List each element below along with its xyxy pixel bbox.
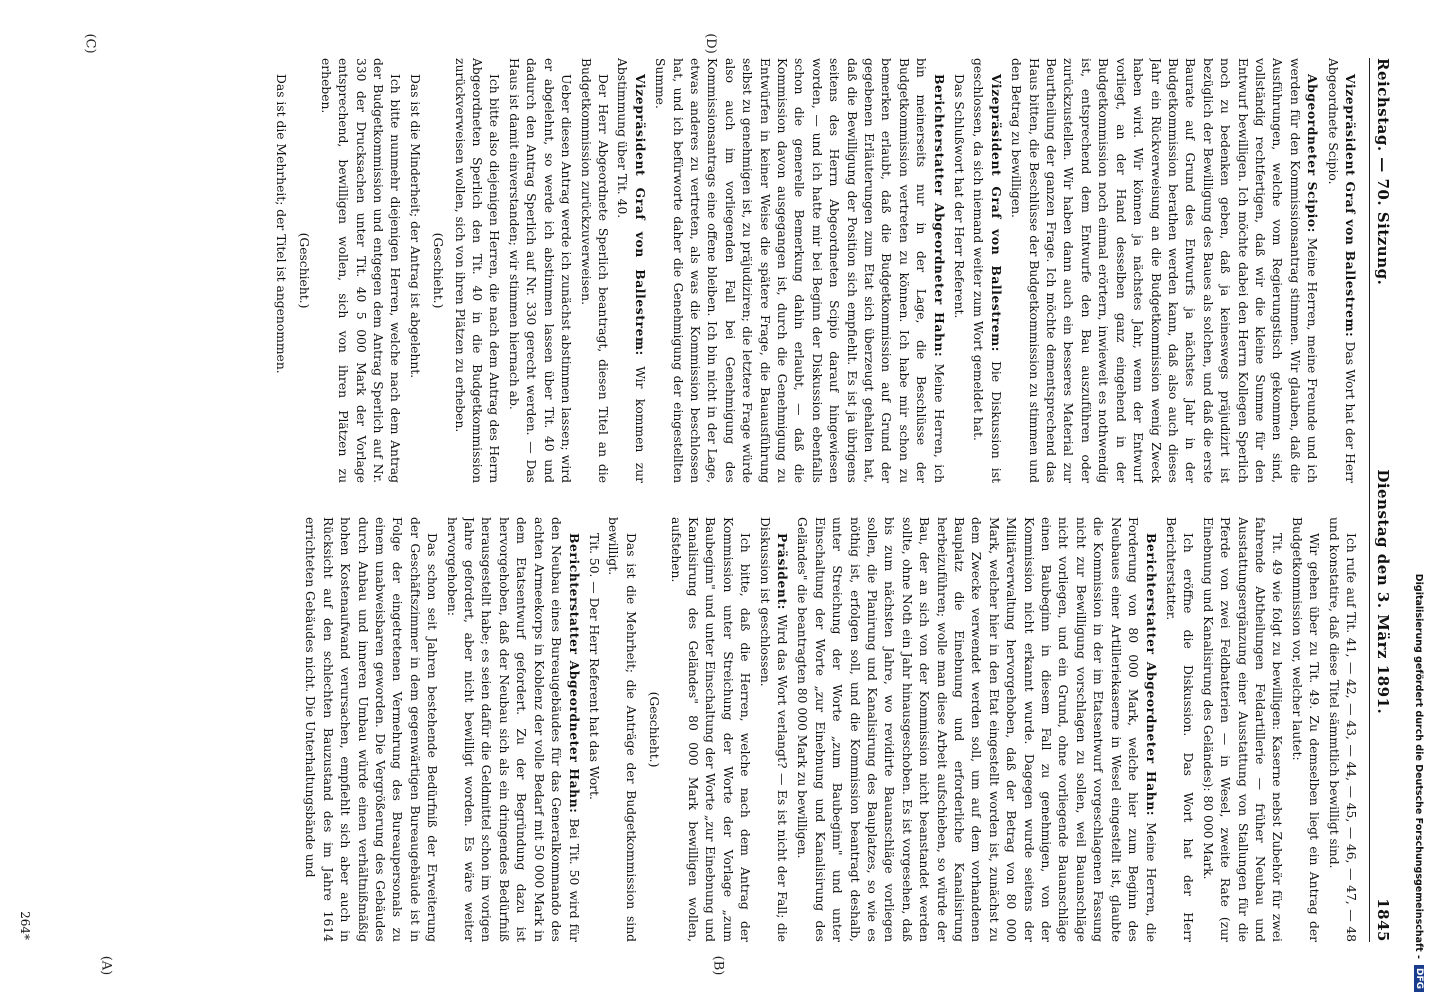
page-footer-signature: 264* <box>18 911 32 940</box>
paragraph <box>651 58 948 483</box>
speaker-name: Berichterstatter Abgeordneter Hahn: <box>1143 533 1159 817</box>
header-left: Reichstag. — 70. Sitzung. <box>1374 58 1392 286</box>
paragraph <box>613 58 649 483</box>
paragraph-text: Meine Herren, meine Freunde und ich werden für den Kommissionsantrag stimmen. Wir glauben, daß die Ausführungen, welche vom Regierungstisch gekommen sind, vollständig rechtfertigen, daß wir die kleine Summe für den Entwurf bewilligen. Ich möchte dabei den Herrn Kollegen Sperlich noch zu bedenken geben, daß ja keineswegs präjudizirt ist bezüglich der Bewilligung des Baues als solchen, und daß die erste Baurate auf Grund des Entwurfs ja nächstes Jahr in der Budgetkommission berathen werden kann, daß also auch dieses Jahr ein Rückverweisung an die Budgetkommission wenig Zweck haben wird. Wir können ja nächstes Jahr, wenn der Entwurf vorliegt, an der Hand desselben ganz eingehend in der Budgetkommission noch einmal erörtern, inwieweit es nothwendig ist, entsprechend dem Entwurfe den Bau auszuführen oder zurückzustellen. Wir haben dann auch ein besseres Material zur Beurtheilung der ganzen Frage. Ich möchte dementsprechend das Haus bitten, die Beschlüsse der Budgetkommission zu stimmen und den Betrag zu bewilligen. <box>1009 58 1320 483</box>
paragraph <box>1324 517 1359 942</box>
paragraph <box>950 58 967 483</box>
margin-mark-c: (C) <box>82 33 98 54</box>
paragraph-text: Ich eröffne die Diskussion. Das Wort hat der Herr Berichterstatter. <box>1163 517 1196 942</box>
paragraph <box>755 517 791 942</box>
paragraph-text: Tit. 49 wie folgt zu bewilligen: Kaserne nebst Zubehör für zwei fahrende Abtheilungen Feldartillerie — früher Neubau und Ausstattungsergänzung einer Ausstattung von Stallungen für die Pferde von zwei Feldbatterien — in Wesel, zweite Rate (zur Einebnung und Kanalisirung des Geländes): 80 000 Mark. <box>1200 517 1285 942</box>
stage-direction: (Geschieht.) <box>431 232 446 309</box>
margin-mark-d: (D) <box>702 33 718 54</box>
paragraph-text: Ich bitte, daß die Herren, welche nach dem Antrag der Kommission unter Streichung der Worte der Vorlage „zum Baubeginn" und unter Einschaltung der Worte „zur Einebnung und Kanalisirung des Geländes" 80 000 Mark bewilligen wollen, aufstehen. <box>668 517 753 942</box>
paragraph <box>442 517 582 942</box>
paragraph-text: Meine Herren, die Forderung von 80 000 Mark, welche hier zum Beginn des Neubaues einer Artilleriekaserne in Wesel eingestellt ist, glaubte die Kommission in der im Etatsentwurf vorgeschlagenen Fassung nicht zur Bewilligung vorschlagen zu sollen, weil Bauanschläge nicht vorliegen, und ein Grund, ohne vorliegende Bauanschläge einen Baubeginn in diesem Fall zu genehmigen, von der Kommission nicht erkannt wurde. Dagegen wurde seitens der Militärverwaltung hervorgehoben, daß der Betrag von 80 000 Mark, welcher hier in den Etat eingestellt worden ist, zunächst zu dem Zwecke verwendet werden soll, um auf dem vorhandenen Bauplatz die Einebnung und erforderliche Kanalisirung herbeizuführen; wolle man diese Arbeit aufschieben, so würde der Bau, der an sich von der Kommission nicht beanstandet werden sollte, ohne Noth ein Jahr hinausgeschoben. Es ist vorgesehen, daß bis zum nächsten Jahre, wo revidirte Bauanschläge vorliegen sollen, die Planirung und Kanalisirung des Bauplatzes, so wie es nöthig ist, erfolgen soll, und die Kommission beantragt deshalb, unter Streichung der Worte „zum Baubeginn" und unter Einschaltung der Worte „zur Einebnung und Kanalisirung des Geländes" die beantragten 80 000 Mark zu bewilligen. <box>795 517 1158 942</box>
margin-mark-b: (B) <box>710 955 726 976</box>
paragraph <box>1287 517 1322 942</box>
sidebar-text: Digitalisierung gefördert durch die Deutsche Forschungsgemeinschaft - <box>1413 573 1425 959</box>
speaker-name: Vizepräsident Graf von Ballestrem: <box>988 74 1004 352</box>
paragraph <box>272 58 289 483</box>
paragraph-text: Ich bitte nunmehr diejenigen Herren, welche nach dem Antrag der Budgetkommission und entgegen dem Antrag Sperlich auf Nr. 330 der Drucksachen unter Tit. 40 5 000 Mark der Vorlage entsprechend, bewilligen wollen, sich von ihren Plätzen zu erheben. <box>318 58 403 483</box>
paragraph-text: Meine Herren, ich bin meinerseits nur in der Lage, die Beschlüsse der Budgetkommission vertreten zu können. Ich habe mir schon zu bemerken erlaubt, daß die Budgetkommission auf Grund der gegebenen Erläuterungen zum Etat sich überzeugt gehalten hat, daß die Bewilligung der Position sich empfiehlt. Es ist ja übrigens seitens des Herrn Abgeordneten Scipio darauf hingewiesen worden, — und ich hatte mir bei Beginn der Diskussion ebenfalls schon die generelle Bemerkung dahin erlaubt, — daß die Kommission davon ausgegangen ist, durch die Genehmigung zu Entwürfen in keiner Weise die spätere Frage, die Bauausführung selbst zu genehmigen ist, zu präjudiziren; die letztere Frage würde also auch im vorliegenden Fall bei Genehmigung des Kommissionsantrags eine offene bleiben. Ich bin nicht in der Lage, etwas anderes zu vertreten, als was die Kommission beschlossen hat, und ich befürworte daher die Genehmigung der eingestellten Summe. <box>653 58 946 483</box>
paragraph <box>1198 517 1285 942</box>
paragraph <box>793 517 1160 942</box>
paragraph <box>450 58 502 483</box>
paragraph <box>585 517 602 942</box>
speaker-name: Berichterstatter Abgeordneter Hahn: <box>566 533 582 814</box>
paragraph <box>666 517 753 942</box>
header-center: Dienstag den 3. März 1891. <box>1374 469 1392 715</box>
paragraph-text: Wird das Wort verlangt? — Es ist nicht der Fall; die Diskussion ist geschlossen. <box>757 517 789 942</box>
speaker-name: Berichterstatter Abgeordneter Hahn: <box>931 74 947 358</box>
page-number: 1845 <box>1374 898 1392 942</box>
dfg-logo: DFG <box>1414 965 1424 992</box>
paragraph-text: Das Wort hat der Herr Abgeordnete Scipio. <box>1325 58 1357 483</box>
paragraph <box>1162 517 1197 942</box>
paragraph <box>505 58 575 483</box>
paragraph <box>604 517 639 942</box>
paragraph-text: Die Diskussion ist geschlossen, da sich niemand weiter zum Wort gemeldet hat. <box>971 58 1003 483</box>
speaker-name: Präsident: <box>775 533 790 610</box>
speaker-name: Vizepräsident Graf von Ballestrem: <box>632 74 648 356</box>
paragraph <box>301 517 440 942</box>
paragraph-text: Ich bitte also diejenigen Herren, die nach dem Antrag des Herrn Abgeordneten Sperlich den Tit. 40 in die Budgetkommission zurückverweisen wollen, sich von ihren Plätzen zu erheben. <box>452 58 502 483</box>
paragraph-text: Ich rufe auf Tit. 41, — 42, — 43, — 44, — 45, — 46, — 47, — 48 und konstatire, daß diese Titel sämmtlich bewilligt sind. <box>1326 517 1358 942</box>
margin-mark-a: (A) <box>98 955 114 976</box>
paragraph <box>576 58 611 483</box>
paragraph-text: Das Schlußwort hat der Herr Referent. <box>952 74 967 319</box>
paragraph-text: Wir kommen zur Abstimmung über Tit. 40. <box>615 58 647 483</box>
paragraph-text: Das schon seit Jahren bestehende Bedürfniß der Erweiterung der Geschäftszimmer in dem gegenwärtigen Bureaugebäude ist in Folge der eingetretenen Vermehrung des Bureaupersonals zu einem unabweisbaren geworden. Die Vergrößerung des Gebäudes durch Anbau und inneren Umbau würde einen verhältnißmäßig hohen Kostenaufwand verursachen, empfiehlt sich aber auch in Rücksicht auf den schlechten Bauzustand des im Jahre 1614 errichteten Gebäudes nicht. Die Unterhaltungsbände und <box>303 517 440 942</box>
paragraph-text: Ueber diesen Antrag werde ich zunächst abstimmen lassen; wird er abgelehnt, so werde ich abstimmen lassen über Tit. 40 und dadurch den Antrag Sperlich auf Nr. 330 gerecht werden. — Das Haus ist damit einverstanden; wir stimmen hiernach ab. <box>506 58 574 483</box>
right-column <box>79 517 1359 942</box>
paragraph <box>1323 58 1359 483</box>
speaker-name: Vizepräsident Graf von Ballestrem: <box>1343 74 1358 338</box>
paragraph <box>1007 58 1321 483</box>
paragraph-text: Das ist die Minderheit; der Antrag ist abgelehnt. <box>407 74 422 379</box>
paragraph <box>405 58 422 483</box>
paragraph-text: Das ist die Mehrheit; der Titel ist angenommen. <box>274 74 289 374</box>
speaker-name: Abgeordneter Scipio: <box>1305 74 1321 233</box>
paragraph <box>969 58 1005 483</box>
paragraph-text: Tit. 50. — Der Herr Referent hat das Wort. <box>586 533 601 800</box>
left-column <box>79 58 1359 483</box>
stage-direction: (Geschieht.) <box>297 232 312 309</box>
paragraph-text: Der Herr Abgeordnete Sperlich beantragt, diesen Titel an die Budgetkommission zurückzuverweisen. <box>578 58 610 483</box>
paragraph-text: Wir gehen über zu Tit. 49. Zu demselben liegt ein Antrag der Budgetkommission vor, welcher lautet: <box>1289 517 1322 942</box>
paragraph-text: Bei Tit. 50 wird für den Neubau eines Bureaugebäudes für das Generalkommando des achten Armeekorps in Koblenz der volle Bedarf mit 50 000 Mark in dem Etatsentwurf gefordert. Zu der Begründung dazu ist hervorgehoben, daß der Neubau sich als ein dringendes Bedürfniß herausgestellt habe; es seien dafür die Geldmittel schon im vorigen Jahre gefordert, aber nicht bewilligt worden. Es wäre weiter hervorgehoben: <box>444 517 581 942</box>
columns <box>79 58 1359 942</box>
paragraph-text: Das ist die Mehrheit; die Anträge der Budgetkommission sind bewilligt. <box>606 517 638 942</box>
digitization-sidebar <box>1412 8 1430 992</box>
paragraph <box>316 58 403 483</box>
stage-direction: (Geschieht.) <box>647 691 662 768</box>
page-header <box>1369 58 1392 942</box>
